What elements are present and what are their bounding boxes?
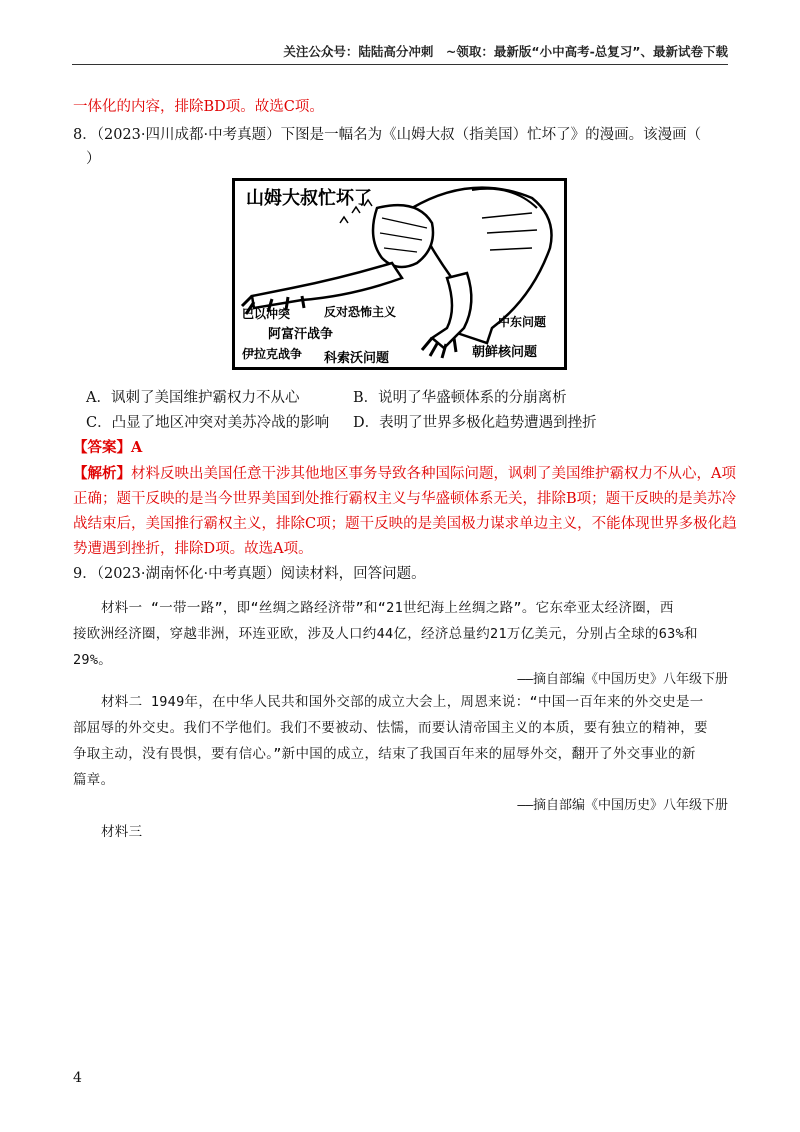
cartoon-head-shape bbox=[373, 205, 433, 267]
cartoon-label: 巴以冲突 bbox=[242, 307, 291, 321]
cartoon-label: 伊拉克战争 bbox=[242, 347, 303, 361]
option-c: C．凸显了地区冲突对美苏冷战的影响 bbox=[86, 415, 330, 431]
material-2-line-1: 材料二 1949年，在中华人民共和国外交部的成立大会上，周恩来说：“中国一百年来的外交史是一 bbox=[101, 694, 704, 710]
analysis-line-2: 正确；题干反映的是当今世界美国到处推行霸权主义与华盛顿体系无关，排除B项；题干反映的是美苏冷 bbox=[73, 491, 737, 507]
material-1-line-2: 接欧洲经济圈，穿越非洲，环连亚欧，涉及人口约44亿，经济总量约21万亿美元，分别占全球的63%和 bbox=[73, 626, 698, 642]
material-2-line-4: 篇章。 bbox=[73, 772, 115, 788]
page-number: 4 bbox=[73, 1070, 82, 1086]
cartoon-label: 阿富汗战争 bbox=[268, 327, 334, 342]
cartoon-label: 科索沃问题 bbox=[324, 351, 390, 366]
material-2-source: ——摘自部编《中国历史》八年级下册 bbox=[517, 798, 728, 813]
analysis-line-3: 战结束后，美国推行霸权主义，排除C项；题干反映的是美国极力谋求单边主义，不能体现世界多极化趋 bbox=[73, 516, 737, 532]
analysis-line-4: 势遭遇到挫折，排除D项。故选A项。 bbox=[73, 541, 313, 557]
uncle-sam-cartoon bbox=[232, 178, 567, 370]
material-3-label: 材料三 bbox=[101, 824, 143, 840]
option-d: D．表明了世界多极化趋势遭遇到挫折 bbox=[353, 415, 597, 431]
answer-value: A bbox=[131, 439, 143, 456]
option-a: A．讽刺了美国维护霸权力不从心 bbox=[86, 390, 300, 406]
page-header: 关注公众号：陆陆高分冲刺 ~领取：最新版“小中高考-总复习”、最新试卷下载 bbox=[283, 44, 728, 59]
answer-line bbox=[73, 437, 142, 459]
material-2-line-3: 争取主动，没有畏惧，要有信心。”新中国的成立，结束了我国百年来的屈辱外交，翻开了外交事业的新 bbox=[73, 746, 696, 762]
material-1-source: ——摘自部编《中国历史》八年级下册 bbox=[517, 672, 728, 687]
analysis-line-1 bbox=[73, 463, 736, 485]
q8-stem: 8．（2023·四川成都·中考真题）下图是一幅名为《山姆大叔（指美国）忙坏了》的漫画。该漫画（ bbox=[73, 127, 702, 143]
cartoon-label: 朝鲜核问题 bbox=[472, 345, 538, 360]
material-1-line-3: 29%。 bbox=[73, 652, 113, 668]
q8-stem-bracket: ） bbox=[86, 151, 101, 167]
material-2-line-2: 部屈辱的外交史。我们不学他们。我们不要被动、怯懦，而要认清帝国主义的本质，要有独立的精神，要 bbox=[73, 720, 708, 736]
analysis-text: 材料反映出美国任意干涉其他地区事务导致各种国际问题，讽刺了美国维护霸权力不从心，A项 bbox=[131, 466, 736, 482]
q9-stem: 9．（2023·湖南怀化·中考真题）阅读材料，回答问题。 bbox=[73, 566, 426, 582]
material-1-line-1: 材料一 “一带一路”，即“丝绸之路经济带”和“21世纪海上丝绸之路”。它东牵亚太经济圈，西 bbox=[101, 600, 674, 616]
option-b: B．说明了华盛顿体系的分崩离析 bbox=[353, 390, 567, 406]
answer-tag: 【答案】 bbox=[73, 439, 131, 456]
prev-answer-tail: 一体化的内容，排除BD项。故选C项。 bbox=[73, 99, 324, 115]
cartoon-label: 反对恐怖主义 bbox=[324, 305, 397, 319]
analysis-tag: 【解析】 bbox=[73, 465, 131, 482]
header-divider bbox=[72, 64, 728, 65]
cartoon-title: 山姆大叔忙坏了 bbox=[246, 188, 372, 209]
cartoon-label: 中东问题 bbox=[498, 315, 547, 329]
